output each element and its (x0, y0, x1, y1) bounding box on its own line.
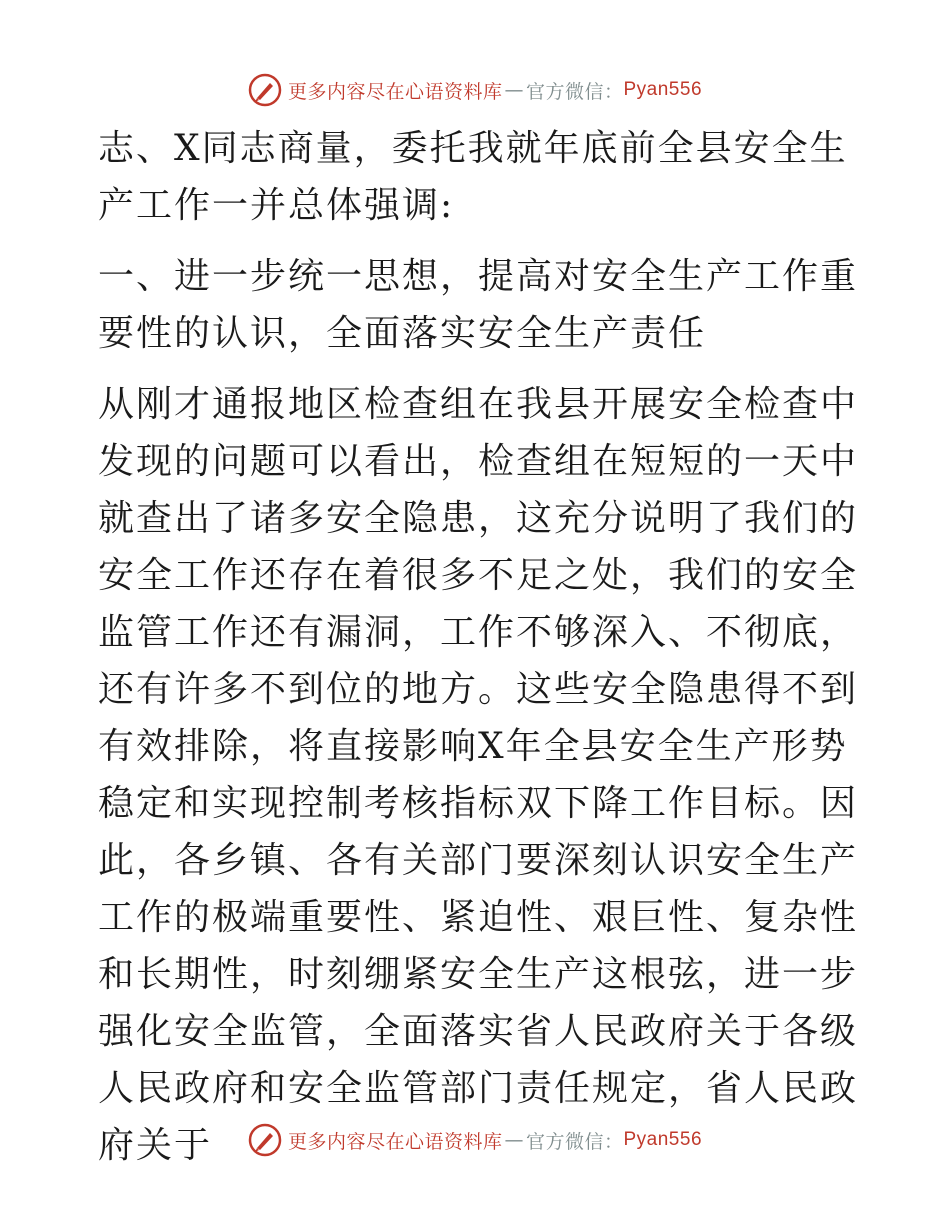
footer-watermark (0, 1120, 950, 1160)
paragraph-body: 从刚才通报地区检查组在我县开展安全检查中发现的问题可以看出，检查组在短短的一天中就查出了诸多安全隐患，这充分说明了我们的安全工作还存在着很多不足之处，我们的安全监管工作还有漏洞，工作不够深入、不彻底，还有许多不到位的地方。这些安全隐患得不到有效排除，将直接影响X年全县安全生产形势稳定和实现控制考核指标双下降工作目标。因此，各乡镇、各有关部门要深刻认识安全生产工作的极端重要性、紧迫性、艰巨性、复杂性和长期性，时刻绷紧安全生产这根弦，进一步强化安全监管，全面落实省人民政府关于各级人民政府和安全监管部门责任规定，省人民政府关于 (98, 384, 859, 1166)
watermark-site-text: 更多内容尽在心语资料库 (287, 80, 503, 103)
header-watermark (0, 70, 950, 110)
watermark-separator: — (504, 79, 524, 101)
watermark-wechat-id: Pyan556 (623, 1129, 703, 1150)
watermark-wechat-id: Pyan556 (623, 79, 703, 100)
paragraph-intro: 志、X同志商量，委托我就年底前全县安全生产工作一并总体强调: (98, 128, 848, 226)
quill-logo-icon (248, 73, 282, 107)
watermark-separator: — (504, 1129, 524, 1151)
document-body (98, 120, 858, 1174)
watermark-wechat-label: 官方微信： (525, 80, 624, 103)
quill-logo-icon (248, 1123, 282, 1157)
watermark-wechat-label: 官方微信： (525, 1130, 624, 1153)
watermark-site-text: 更多内容尽在心语资料库 (287, 1130, 503, 1153)
section-heading: 一、进一步统一思想，提高对安全生产工作重要性的认识，全面落实安全生产责任 (98, 256, 859, 354)
